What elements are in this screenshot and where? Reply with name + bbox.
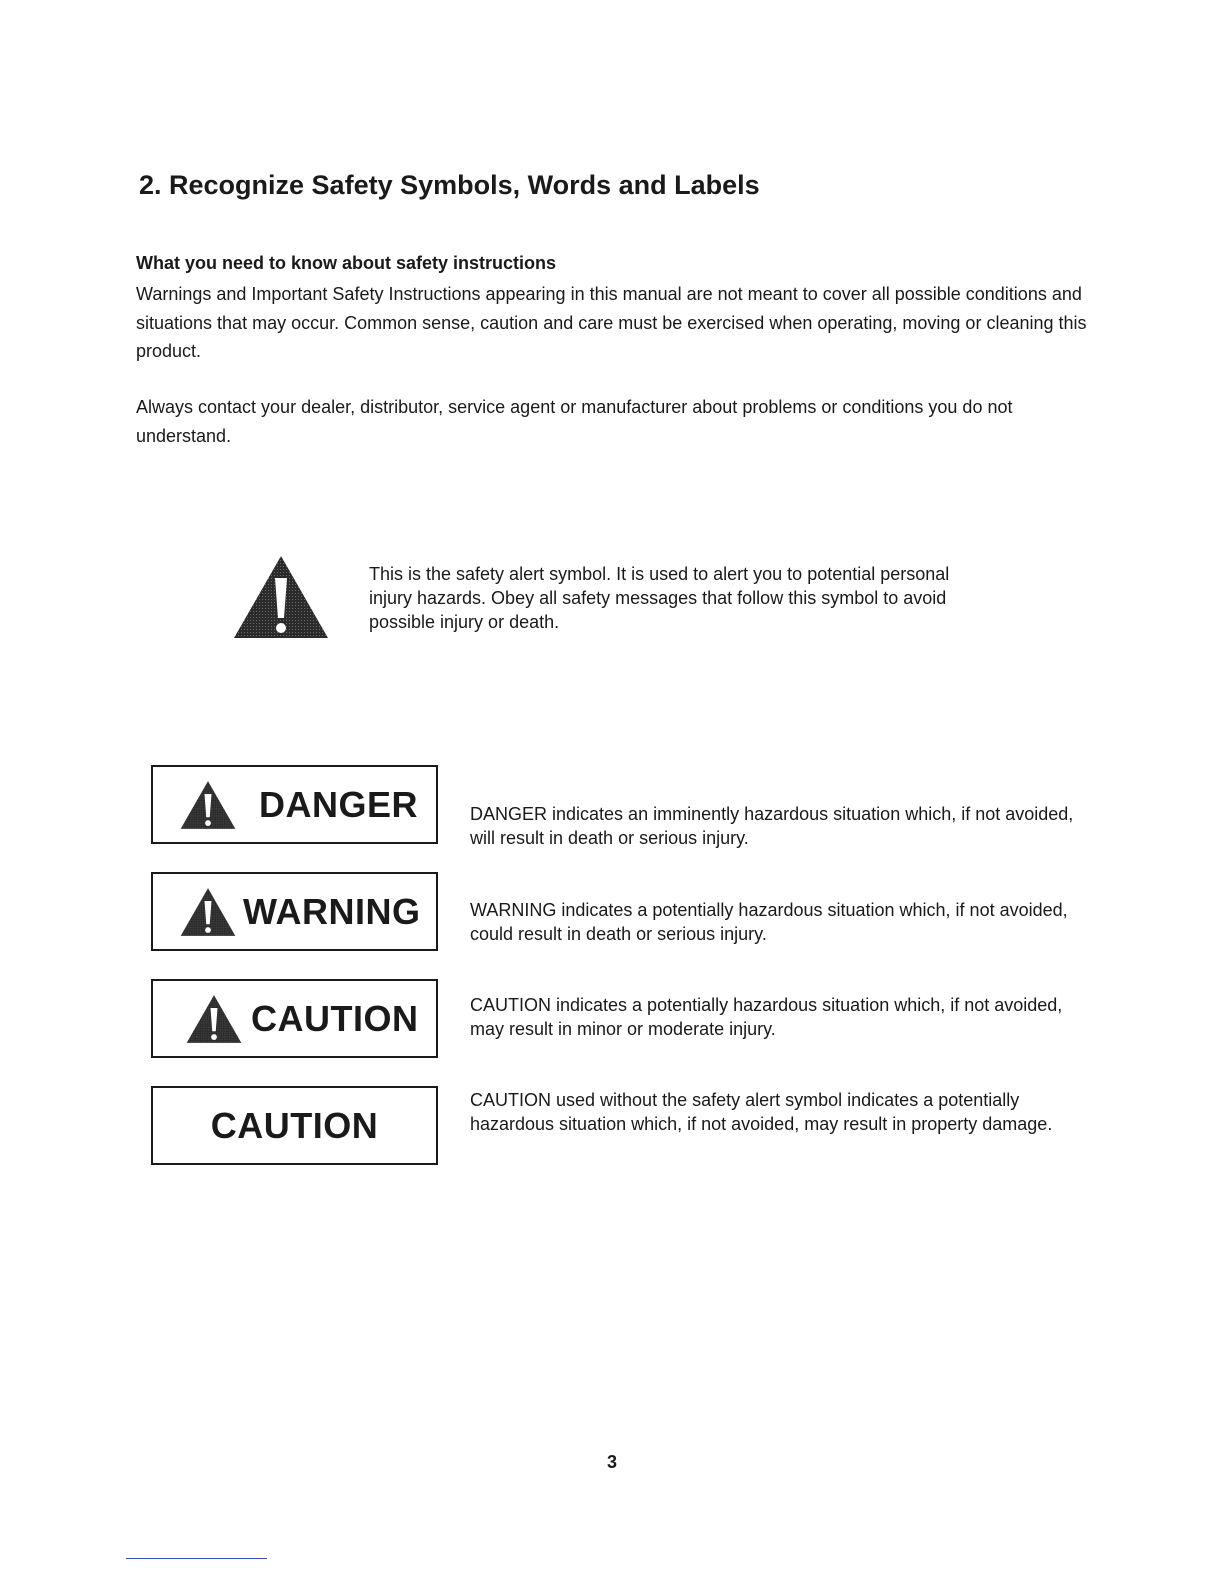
signal-word: CAUTION: [251, 997, 419, 1039]
safety-alert-triangle-icon: [232, 554, 330, 640]
section-title: 2. Recognize Safety Symbols, Words and Labels: [139, 170, 760, 200]
subheading: What you need to know about safety instructions: [136, 253, 557, 273]
caution-label: [151, 979, 438, 1058]
warning-label: [151, 872, 438, 951]
danger-description: DANGER indicates an imminently hazardous situation which, if not avoided, will result in death or serious injury.: [470, 804, 1074, 848]
caution-no-symbol-label: [151, 1086, 438, 1165]
caution-no-symbol-description: CAUTION used without the safety alert symbol indicates a potentially hazardous situation which, if not avoided, may result in property damage.: [470, 1090, 1053, 1134]
safety-alert-triangle-icon: [185, 994, 243, 1044]
warning-description: WARNING indicates a potentially hazardous situation which, if not avoided, could result in death or serious injury.: [470, 900, 1068, 944]
signal-word: WARNING: [243, 890, 421, 932]
safety-alert-triangle-icon: [179, 887, 237, 937]
danger-label: [151, 765, 438, 844]
page-number: 3: [606, 1452, 617, 1472]
intro-paragraph: Warnings and Important Safety Instructions appearing in this manual are not meant to cover all possible conditions and situations that may occur. Common sense, caution and care must be exercised when operating, moving or cleaning this product.: [136, 284, 1087, 361]
footer-rule: [126, 1558, 267, 1559]
caution-description: CAUTION indicates a potentially hazardous situation which, if not avoided, may result in minor or moderate injury.: [470, 995, 1063, 1039]
contact-paragraph: Always contact your dealer, distributor, service agent or manufacturer about problems or conditions you do not understand.: [136, 397, 1013, 446]
safety-alert-triangle-icon: [179, 780, 237, 830]
signal-word: CAUTION: [210, 1104, 379, 1146]
signal-word: DANGER: [259, 783, 419, 825]
safety-alert-description: This is the safety alert symbol. It is used to alert you to potential personal injury hazards. Obey all safety messages that follow this symbol to avoid possible injury or death.: [369, 564, 950, 632]
